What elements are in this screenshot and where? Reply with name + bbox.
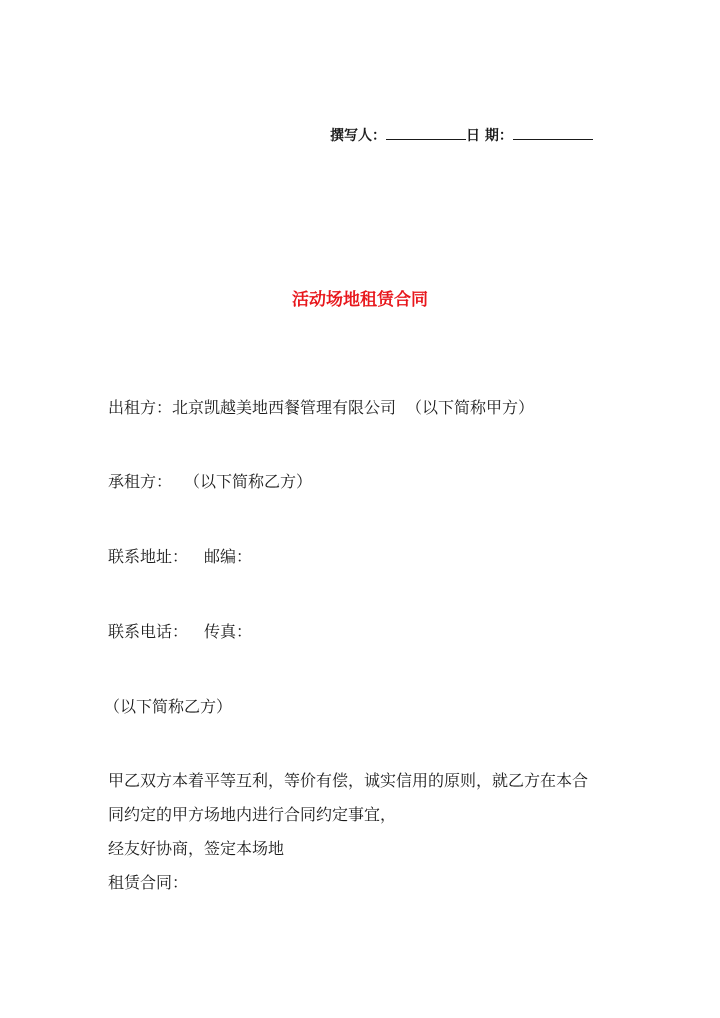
address-label: 联系地址：: [108, 547, 189, 566]
date-label: 日 期：: [466, 128, 513, 144]
lessee-line: [108, 472, 618, 492]
standalone-note: （以下简称乙方）: [104, 697, 233, 716]
document-title: 活动场地租赁合同: [292, 290, 428, 310]
preamble-paragraph: [108, 764, 618, 900]
fax-label: 传真：: [204, 622, 253, 641]
preamble-line-1: 甲乙双方本着平等互利，等价有偿，诚实信用的原则，就乙方在本合: [108, 771, 589, 790]
preamble-line-3: 租赁合同：: [108, 873, 189, 892]
preamble-line-2b: 经友好协商，签定本场地: [108, 839, 285, 858]
postcode-label: 邮编：: [204, 547, 253, 566]
lessor-label: 出租方：: [108, 398, 173, 417]
writer-blank: [386, 127, 466, 140]
writer-label: 撰写人：: [330, 128, 386, 144]
phone-label: 联系电话：: [108, 622, 189, 641]
lessor-line: [108, 398, 618, 418]
address-line: [108, 547, 618, 567]
lessor-note: （以下简称甲方）: [406, 398, 535, 417]
lessor-name: 北京凯越美地西餐管理有限公司: [172, 398, 397, 417]
phone-line: [108, 622, 618, 642]
lessee-note: （以下简称乙方）: [184, 472, 313, 491]
date-blank: [513, 127, 593, 140]
header-signature-line: [330, 125, 620, 145]
preamble-line-2: [108, 798, 618, 866]
preamble-line-2a: 同约定的甲方场地内进行合同约定事宜，: [108, 805, 397, 824]
lessee-label: 承租方：: [108, 472, 173, 491]
standalone-note-line: [104, 697, 614, 717]
